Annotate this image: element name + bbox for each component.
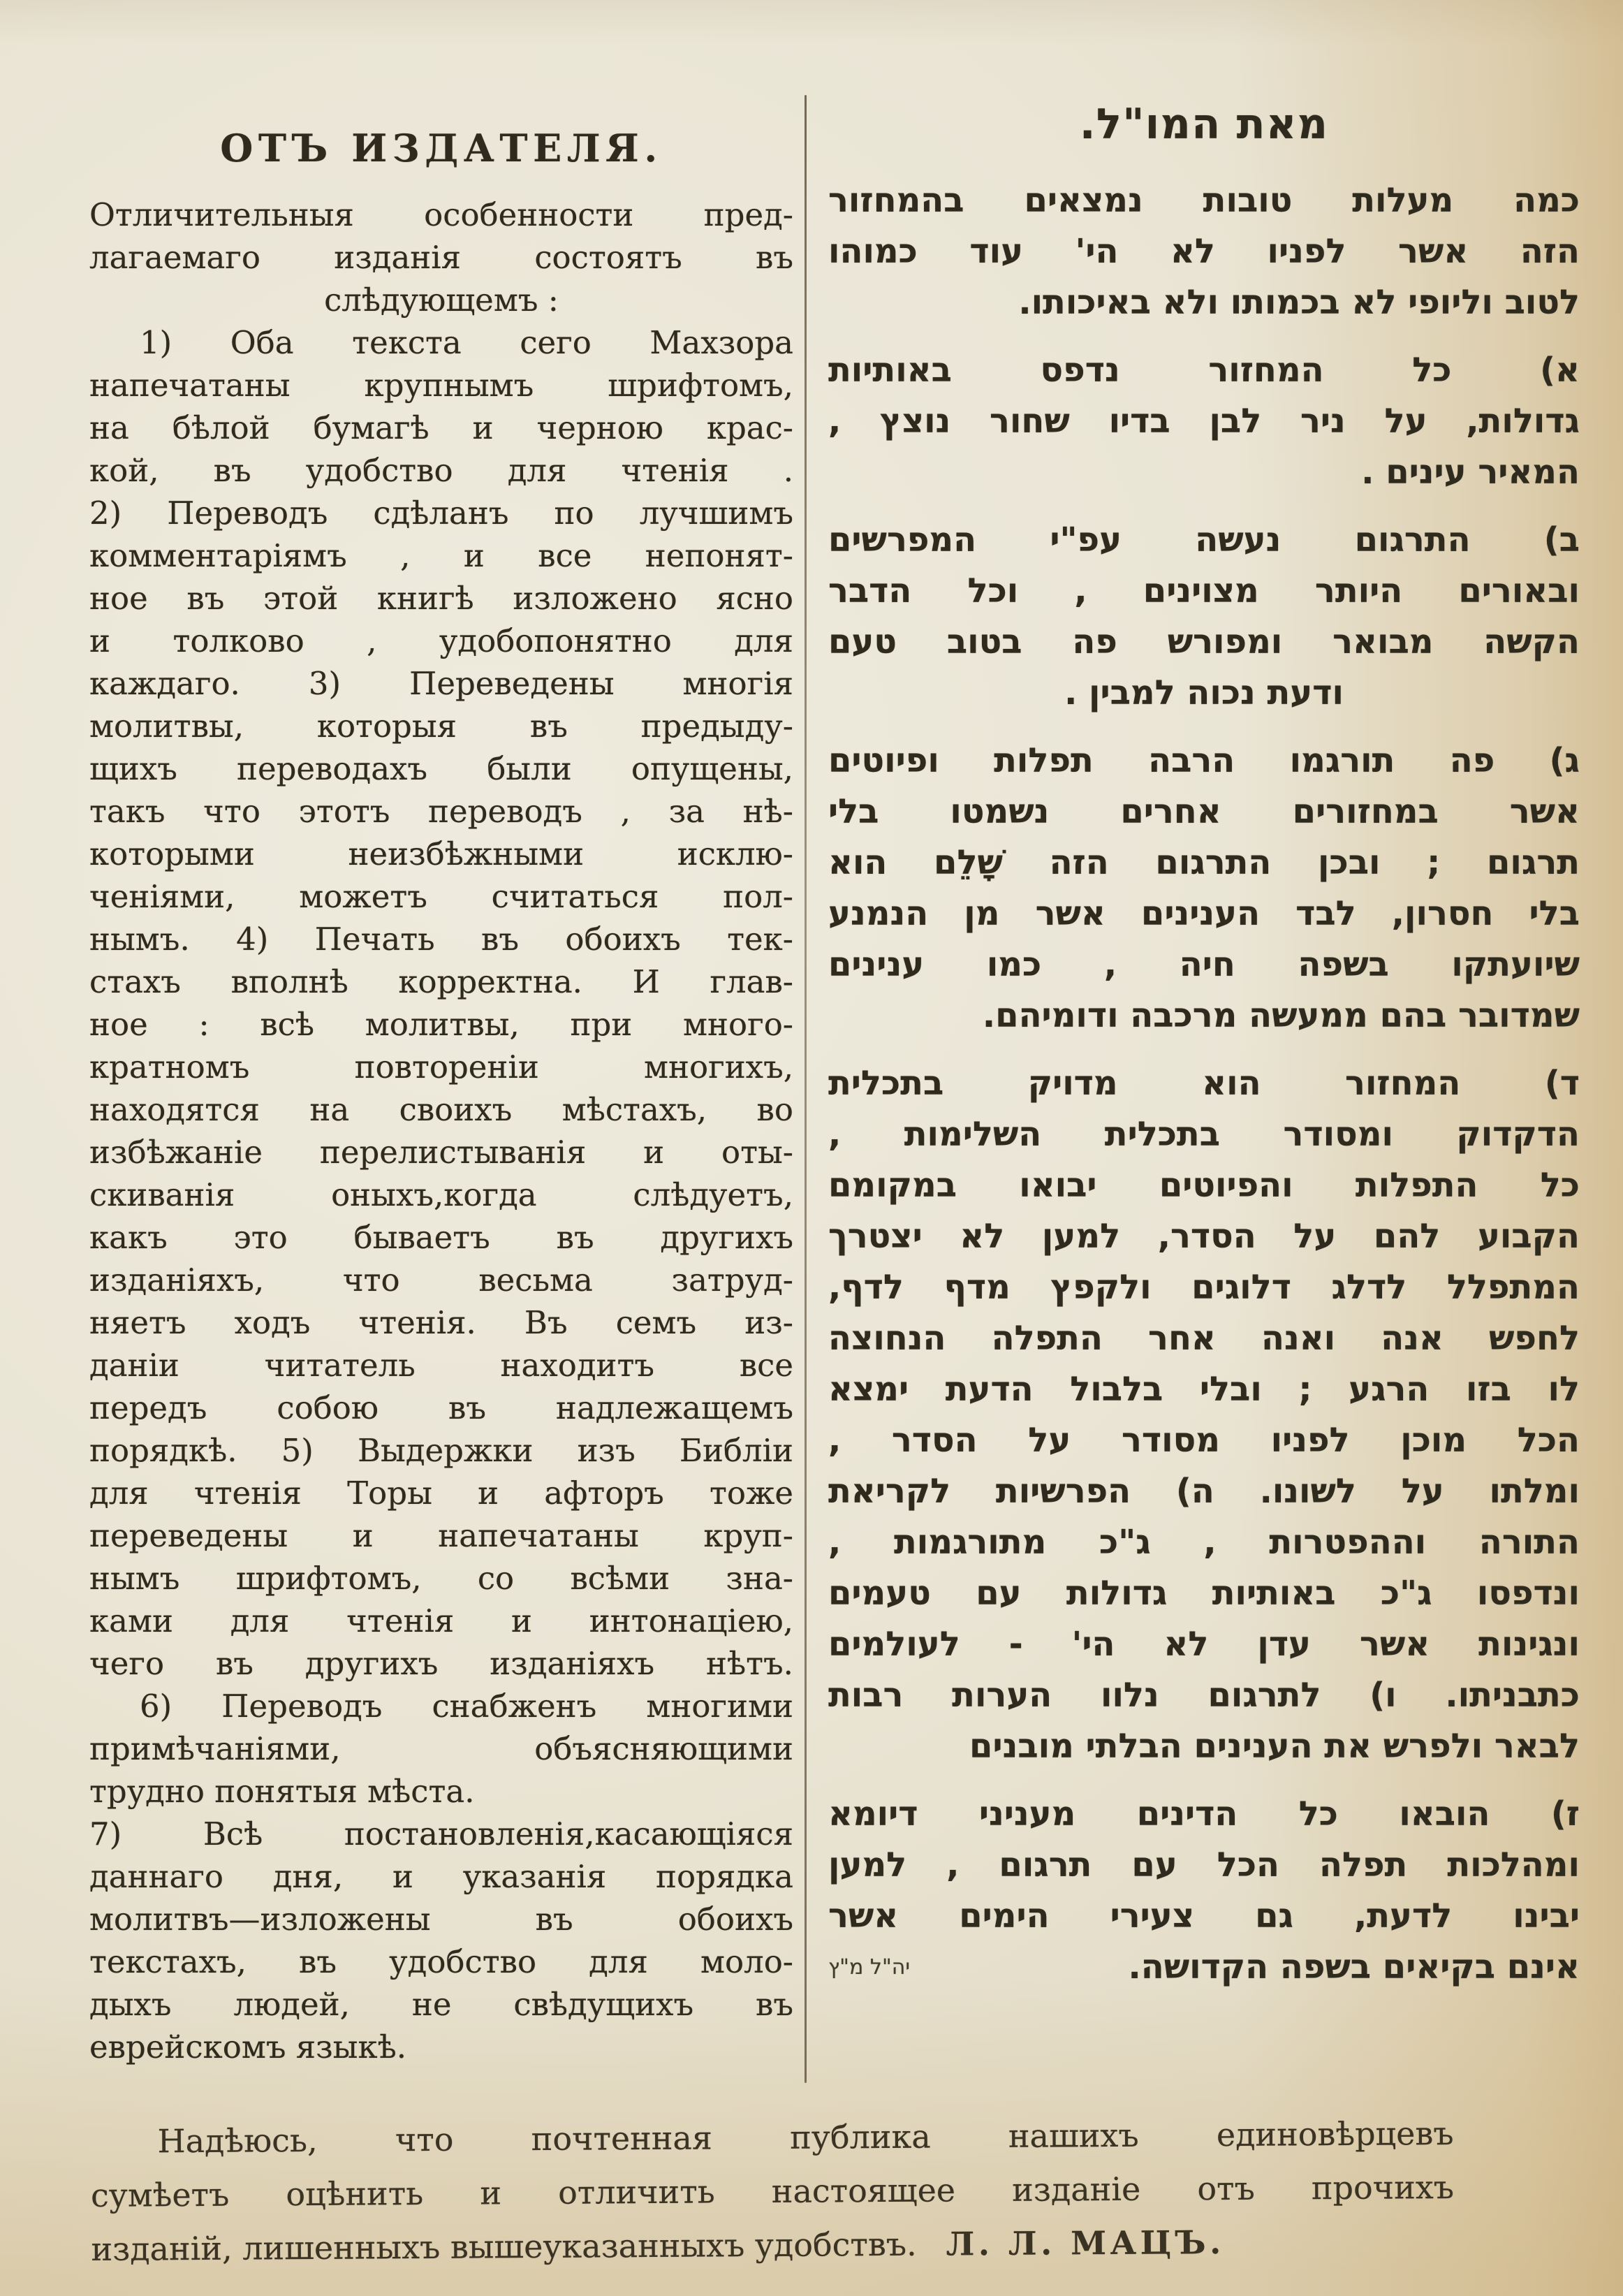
text-line: בלי חסרון, לבד הענינים אשר מן הנמנע <box>828 894 1580 933</box>
text-line: сумѣетъ оцѣнить и отличить настоящее изданіе отъ прочихъ <box>90 2168 1455 2214</box>
text-line: יבינו לדעת, גם צעירי הימים אשר <box>828 1896 1580 1936</box>
text-line: комментаріямъ , и все непонят- <box>89 537 793 574</box>
text-line: щихъ переводахъ были опущены, <box>89 750 793 787</box>
text-line: הכל מוכן לפניו מסודר על הסדר , <box>828 1421 1580 1460</box>
text-line: לבאר ולפרש את הענינים הבלתי מובנים <box>969 1727 1580 1766</box>
russian-column <box>89 127 793 2068</box>
text-line: ונדפסו ג"כ באותיות גדולות עם טעמים <box>828 1574 1580 1613</box>
text-line: 7) Всѣ постановленія,касающіяся <box>89 1815 793 1852</box>
text-line: אשר במחזורים אחרים נשמטו בלי <box>828 792 1580 831</box>
hebrew-paragraph <box>828 175 1580 328</box>
text-line: שמדובר בהם ממעשה מרכבה ודומיהם. <box>982 996 1580 1035</box>
russian-body-paragraph <box>89 321 793 2068</box>
text-line: лагаемаго изданія состоятъ въ <box>89 239 793 276</box>
text-line: для чтенія Торы и афторъ тоже <box>89 1475 793 1512</box>
text-line: הזה אשר לפניו לא הי' עוד כמוהו <box>828 232 1580 271</box>
hebrew-final-line <box>828 1942 1580 1993</box>
hebrew-paragraph <box>828 736 1580 1041</box>
text-line: трудно понятыя мѣста. <box>89 1773 475 1810</box>
russian-column-title: ОТЪ ИЗДАТЕЛЯ. <box>220 126 663 170</box>
text-line: שיועתקו בשפה חיה , כמו ענינים <box>828 945 1580 984</box>
text-line: какъ это бываетъ въ другихъ <box>89 1219 793 1256</box>
text-line: кой, въ удобство для чтенія . <box>89 452 793 489</box>
text-line: 1) Оба текста сего Махзора <box>140 324 793 361</box>
text-line: המאיר עינים . <box>1361 453 1580 492</box>
publisher-name-signature: Л. Л. МАЦЪ. <box>946 2223 1225 2263</box>
text-line: ב) התרגום נעשה עפ"י המפרשים <box>828 520 1580 560</box>
text-line: א) כל המחזור נדפס באותיות <box>828 351 1580 390</box>
publisher-initials-signature: יה"ל מ"ץ <box>828 1955 911 1980</box>
text-line: ונגינות אשר עדן לא הי' - לעולמים <box>828 1625 1580 1664</box>
text-line: המתפלל לדלג דלוגים ולקפץ מדף לדף, <box>828 1268 1580 1307</box>
text-line: молитвъ—изложены въ обоихъ <box>89 1901 793 1938</box>
text-line: такъ что этотъ переводъ , за нѣ- <box>89 793 793 830</box>
text-line: ג) פה תורגמו הרבה תפלות ופיוטים <box>828 741 1580 780</box>
text-line: даннаго дня, и указанія порядка <box>89 1858 793 1895</box>
text-line: находятся на своихъ мѣстахъ, во <box>89 1091 793 1128</box>
text-line: нымъ шрифтомъ, со всѣми зна- <box>89 1560 793 1597</box>
text-line: לו בזו הרגע ; ובלי בלבול הדעת ימצא <box>828 1370 1580 1409</box>
text-line: изданій, лишенныхъ вышеуказанныхъ удобствъ. <box>91 2225 917 2268</box>
text-line: גדולות, על ניר לבן בדיו שחור נוצץ , <box>828 402 1580 441</box>
text-line: אינם בקיאים בשפה הקדושה. <box>1128 1947 1580 1987</box>
text-line: כל התפלות והפיוטים יבואו במקומם <box>828 1166 1580 1205</box>
text-line: לחפש אנה ואנה אחר התפלה הנחוצה <box>828 1319 1580 1358</box>
text-line: еврейскомъ языкѣ. <box>89 2028 407 2065</box>
text-line: Надѣюсь, что почтенная публика нашихъ единовѣрцевъ <box>157 2114 1454 2160</box>
hebrew-column <box>828 99 1580 1993</box>
text-line: כמה מעלות טובות נמצאים בהמחזור <box>828 181 1580 220</box>
text-line: תרגום ; ובכן התרגום הזה שָׁלֵם הוא <box>828 843 1580 882</box>
text-line: избѣжаніе перелистыванія и оты- <box>89 1134 793 1171</box>
text-line: каждаго. 3) Переведены многія <box>89 665 793 702</box>
text-line: напечатаны крупнымъ шрифтомъ, <box>89 367 793 404</box>
text-line: на бѣлой бумагѣ и черною крас- <box>89 409 793 446</box>
text-line: הקשה מבואר ומפורש פה בטוב טעם <box>828 622 1580 661</box>
text-line: הקבוע להם על הסדר, למען לא יצטרך <box>828 1217 1580 1256</box>
text-line: текстахъ, въ удобство для моло- <box>89 1943 793 1980</box>
text-line: ченіями, можетъ считаться пол- <box>89 878 793 915</box>
text-line: כתבניתו. ו) לתרגום נלוו הערות רבות <box>828 1676 1580 1715</box>
text-line: слѣдующемъ : <box>324 281 559 319</box>
column-divider-rule <box>805 95 807 2083</box>
text-line: стахъ вполнѣ корректна. И глав- <box>89 963 793 1000</box>
russian-intro-paragraph <box>89 193 793 321</box>
closing-paragraph-lines <box>90 2107 1454 2223</box>
text-line: ז) הובאו כל הדינים מעניני דיומא <box>828 1794 1580 1834</box>
text-line: התורה וההפטרות , ג"כ מתורגמות , <box>828 1523 1580 1562</box>
text-line: ками для чтенія и интонаціею, <box>89 1602 793 1639</box>
hebrew-paragraph <box>828 1789 1580 1942</box>
text-line: ומלתו על לשונו. ה) הפרשיות לקריאת <box>828 1472 1580 1511</box>
text-line: Отличительныя особенности пред- <box>89 196 793 233</box>
text-line: הדקדוק ומסודר בתכלית השלימות , <box>828 1115 1580 1154</box>
text-line: чего въ другихъ изданіяхъ нѣтъ. <box>89 1645 793 1682</box>
text-line: 6) Переводъ снабженъ многими <box>140 1688 793 1725</box>
hebrew-paragraph <box>828 1058 1580 1772</box>
text-line: примѣчаніями, объясняющими <box>89 1730 793 1767</box>
text-line: молитвы, которыя въ предыду- <box>89 708 793 745</box>
text-line: ומהלכות תפלה הכל עם תרגום , למען <box>828 1845 1580 1885</box>
text-line: нымъ. 4) Печать въ обоихъ тек- <box>89 921 793 958</box>
text-line: изданіяхъ, что весьма затруд- <box>89 1262 793 1299</box>
text-line: которыми неизбѣжными исклю- <box>89 835 793 872</box>
hebrew-column-title: מאת המו"ל. <box>1079 100 1329 149</box>
text-line: передъ собою въ надлежащемъ <box>89 1389 793 1426</box>
text-line: 2) Переводъ сдѣланъ по лучшимъ <box>89 495 793 532</box>
text-line: ובאורים היותר מצוינים , וכל הדבר <box>828 571 1580 610</box>
text-line: няетъ ходъ чтенія. Въ семъ из- <box>89 1304 793 1341</box>
closing-paragraph <box>90 2107 1454 2276</box>
text-line: и толково , удобопонятно для <box>89 622 793 659</box>
text-line: ное : всѣ молитвы, при много- <box>89 1006 793 1043</box>
hebrew-paragraph <box>828 345 1580 498</box>
text-line: ודעת נכוה למבין . <box>1064 673 1344 712</box>
text-line: ное въ этой книгѣ изложено ясно <box>89 580 793 617</box>
hebrew-paragraph <box>828 515 1580 719</box>
text-line: ד) המחזור הוא מדויק בתכלית <box>828 1064 1580 1103</box>
text-line: даніи читатель находитъ все <box>89 1347 793 1384</box>
text-line: кратномъ повтореніи многихъ, <box>89 1048 793 1085</box>
text-line: дыхъ людей, не свѣдущихъ въ <box>89 1986 793 2023</box>
closing-last-line <box>91 2214 1454 2276</box>
text-line: порядкѣ. 5) Выдержки изъ Библіи <box>89 1432 793 1469</box>
text-line: переведены и напечатаны круп- <box>89 1517 793 1554</box>
text-line: скиванія оныхъ,когда слѣдуетъ, <box>89 1176 793 1213</box>
text-line: לטוב וליופי לא בכמותו ולא באיכותו. <box>1018 283 1580 322</box>
